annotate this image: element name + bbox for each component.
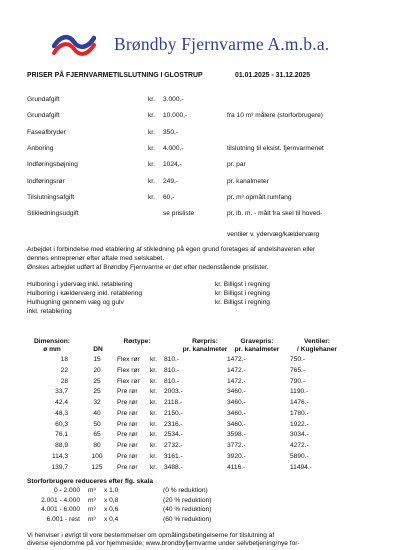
reduction-percent: (0 % reduktion) [163, 487, 208, 494]
fee-note: pr. kanalmeter [227, 177, 269, 185]
table-cell-kr: kr. [150, 399, 157, 406]
table-cell-kr: kr. [150, 431, 157, 439]
table-cell-dig-price: 3460.- [227, 388, 246, 396]
table-cell-mm: 18 [60, 356, 68, 363]
table-cell-kr: kr. [150, 452, 157, 460]
table-cell-dn: 50 [93, 420, 101, 428]
table-cell-dig-price: 1472.- [227, 377, 246, 385]
fee-amount: 10.000,- [163, 112, 188, 120]
table-cell-dn: 25 [93, 377, 101, 385]
table-cell-dn: 80 [93, 442, 101, 449]
table-subheader: pr. kanalmeter [234, 346, 280, 353]
table-cell-valve-price: 11494.- [290, 463, 312, 471]
paragraph-line: Ønskes arbejdet udført af Brøndby Fjernvarme er det efter nedenstående prislister. [27, 264, 269, 271]
work-item-price: kr. Billigst i regning [215, 299, 270, 306]
table-cell-valve-price: 5890.- [290, 452, 309, 460]
table-cell-dn: 20 [93, 366, 101, 374]
table-cell-pipe-price: 2732.- [164, 442, 183, 449]
work-item-continuation: inkl. retablering [27, 308, 72, 315]
reduction-unit: m³ [88, 487, 96, 494]
fee-label: Anboring [27, 144, 54, 152]
table-cell-valve-price: 1190.- [290, 388, 309, 396]
reduction-percent: (20 % reduktion) [163, 496, 212, 504]
fee-amount: 60,- [163, 193, 175, 201]
table-cell-type: Flex rør [117, 356, 140, 363]
table-cell-dig-price: 3460.- [227, 420, 246, 428]
reduction-unit: m³ [88, 496, 96, 504]
fee-label: Grundafgift [27, 96, 60, 103]
work-item-label: Hulboring i ydervæg inkl. retablering [27, 281, 133, 288]
fee-note: fra 10 m³ målere (storforbrugere) [227, 112, 324, 120]
table-header: Ventiler: [303, 338, 331, 345]
table-header: Rørtype: [123, 338, 151, 345]
fee-amount: 350,- [163, 128, 179, 136]
table-cell-dn: 100 [91, 452, 103, 460]
table-header: Dimension: [34, 338, 70, 345]
company-logo [52, 34, 96, 56]
fee-note: pr. par [227, 161, 246, 169]
table-cell-dig-price: 3920.- [227, 452, 246, 460]
reduction-percent: (40 % reduktion) [163, 506, 212, 513]
table-header: Rørpris: [192, 338, 218, 345]
paragraph-line: Arbejdet i forbindelse med etablering af stikledning på egen grund foretages af andelshaveren eller [27, 246, 316, 253]
table-cell-pipe-price: 2316.- [164, 420, 183, 428]
table-cell-valve-price: 4272.- [290, 442, 309, 449]
reduction-factor: x 1,0 [104, 487, 119, 494]
table-cell-mm: 114,3 [51, 452, 68, 460]
reduction-range: 4.001 - 6.000 [41, 506, 80, 513]
fee-currency: kr. [148, 144, 155, 152]
fee-amount: 249,- [163, 177, 179, 185]
page-title: PRISER PÅ FJERNVARMETILSLUTNING I GLOSTRUP [27, 72, 203, 79]
reduction-unit: m³ [88, 515, 96, 523]
reduction-title: Storforbrugere reduceres efter flg. skala [27, 478, 154, 485]
reduction-range: 0 - 2.000 [53, 487, 80, 494]
table-cell-type: Pre rør [117, 463, 138, 471]
table-cell-type: Pre rør [117, 399, 138, 406]
fee-currency: kr. [148, 193, 155, 201]
table-cell-type: Pre rør [117, 409, 138, 417]
table-cell-kr: kr. [150, 463, 157, 471]
fee-note: tilslutning til eksist. fjernvarmenet [227, 144, 324, 152]
table-cell-dn: 25 [93, 388, 101, 396]
fee-amount: 4.000,- [163, 144, 184, 152]
table-cell-valve-price: 765.- [290, 366, 306, 374]
fee-note-continuation: ventiler v. ydervæg/kælderværg [227, 231, 320, 238]
table-cell-valve-price: 1922.- [290, 420, 309, 428]
table-cell-kr: kr. [150, 420, 157, 428]
table-cell-pipe-price: 810.- [164, 356, 180, 363]
table-cell-pipe-price: 2003.- [164, 388, 183, 396]
table-cell-pipe-price: 2150.- [164, 409, 183, 417]
table-cell-mm: 28 [60, 377, 68, 385]
table-cell-type: Pre rør [117, 420, 138, 428]
table-cell-type: Pre rør [117, 452, 138, 460]
fee-label: Grundafgift [27, 112, 60, 120]
price-period: 01.01.2025 - 31.12.2025 [235, 72, 311, 79]
fee-amount: se prisliste [163, 210, 195, 218]
table-cell-dn: 15 [93, 356, 101, 363]
fee-label: Faseafbryder [27, 128, 66, 136]
fee-label: Stikledningsudgift [27, 210, 79, 218]
reduction-factor: x 0,6 [104, 506, 119, 513]
table-cell-pipe-price: 3488.- [164, 463, 183, 471]
fee-note: pr. lb. m. - målt fra skel til hoved- [227, 210, 323, 218]
fee-amount: 3.000,- [163, 96, 184, 103]
table-cell-mm: 48,3 [55, 409, 68, 417]
table-cell-mm: 42,4 [55, 399, 68, 406]
work-item-label: Hulboring i kælderværg inkl. retablering [27, 290, 143, 297]
table-cell-kr: kr. [150, 388, 157, 396]
table-cell-mm: 60,3 [55, 420, 68, 428]
table-cell-kr: kr. [150, 409, 157, 417]
work-item-label: Hulhugning gennem væg og gulv [27, 299, 124, 306]
table-cell-dig-price: 3598.- [227, 431, 246, 439]
table-cell-kr: kr. [150, 442, 157, 449]
table-cell-mm: 33,7 [55, 388, 68, 396]
table-cell-kr: kr. [150, 366, 157, 374]
table-cell-dig-price: 4116.- [227, 463, 246, 471]
reduction-factor: x 0,4 [104, 515, 119, 523]
table-cell-dig-price: 1472.- [227, 366, 246, 374]
table-cell-dig-price: 1472.- [227, 356, 246, 363]
table-cell-pipe-price: 2534.- [164, 431, 183, 439]
company-name: Brøndby Fjernvarme A.m.b.a. [114, 34, 330, 54]
table-cell-type: Pre rør [117, 431, 138, 439]
table-cell-type: Flex rør [117, 366, 140, 374]
fee-currency: kr. [148, 177, 155, 185]
table-header: Gravepris: [240, 338, 274, 345]
footer-line: Vi henviser i øvrigt til vore bestemmelser om opmålingsbetingelserne for tilslutning af [27, 532, 275, 539]
table-cell-kr: kr. [150, 377, 157, 385]
table-cell-type: Pre rør [117, 442, 138, 449]
table-cell-valve-price: 1780.- [290, 409, 309, 417]
table-cell-pipe-price: 2118.- [164, 399, 183, 406]
table-subheader: / Kuglehaner [297, 346, 337, 353]
table-subheader: DN [93, 346, 103, 353]
footer-line: diverse ejendomme på vor hjemmeside; www.brondbyfjernvarme under selvbetjening/nye for- [27, 540, 300, 547]
fee-currency: kr. [148, 128, 155, 136]
fee-note: pr. m³ opmålt rumfang [227, 193, 292, 201]
fee-currency: kr. [148, 161, 155, 169]
fee-label: Tilslutningsafgift [27, 193, 75, 201]
work-item-price: kr. Billigst i regning [215, 290, 270, 297]
table-cell-valve-price: 3034.- [290, 431, 309, 439]
table-cell-mm: 88,9 [55, 442, 68, 449]
table-cell-dn: 65 [93, 431, 101, 439]
reduction-factor: x 0,8 [104, 496, 119, 504]
reduction-range: 6.001 - rest [46, 515, 80, 523]
table-cell-pipe-price: 810.- [164, 377, 180, 385]
fee-amount: 1024,- [163, 161, 182, 169]
table-cell-dig-price: 3460.- [227, 399, 246, 406]
fee-label: Indføringsrør [27, 177, 65, 185]
table-cell-mm: 139,7 [51, 463, 68, 471]
table-cell-valve-price: 790.- [290, 377, 306, 385]
table-cell-dn: 125 [91, 463, 103, 471]
table-cell-type: Flex rør [117, 377, 140, 385]
table-cell-kr: kr. [150, 356, 157, 363]
fee-label: Indføringsbøjning [27, 161, 78, 169]
table-subheader: ø mm [43, 346, 61, 353]
fee-currency: kr. [148, 112, 155, 120]
table-cell-dn: 40 [93, 409, 101, 417]
table-cell-pipe-price: 3161.- [164, 452, 183, 460]
table-cell-valve-price: 1476.- [290, 399, 309, 406]
work-item-price: kr. Billigst i regning [215, 281, 270, 288]
table-cell-dn: 32 [93, 399, 101, 406]
table-cell-type: Pre rør [117, 388, 138, 396]
table-cell-dig-price: 3460.- [227, 409, 246, 417]
table-subheader: pr. kanalmeter [182, 346, 228, 353]
table-cell-mm: 76,1 [55, 431, 68, 439]
table-cell-dig-price: 3772.- [227, 442, 246, 449]
table-cell-pipe-price: 810.- [164, 366, 180, 374]
table-cell-valve-price: 750.- [290, 356, 306, 363]
paragraph-line: dennes entreprenør efter aftale med selskabet. [27, 255, 165, 262]
table-cell-mm: 22 [60, 366, 68, 374]
reduction-percent: (60 % reduktion) [163, 515, 212, 523]
fee-currency: kr. [148, 96, 155, 103]
reduction-range: 2.001 - 4.000 [41, 496, 80, 504]
reduction-unit: m³ [88, 506, 96, 513]
